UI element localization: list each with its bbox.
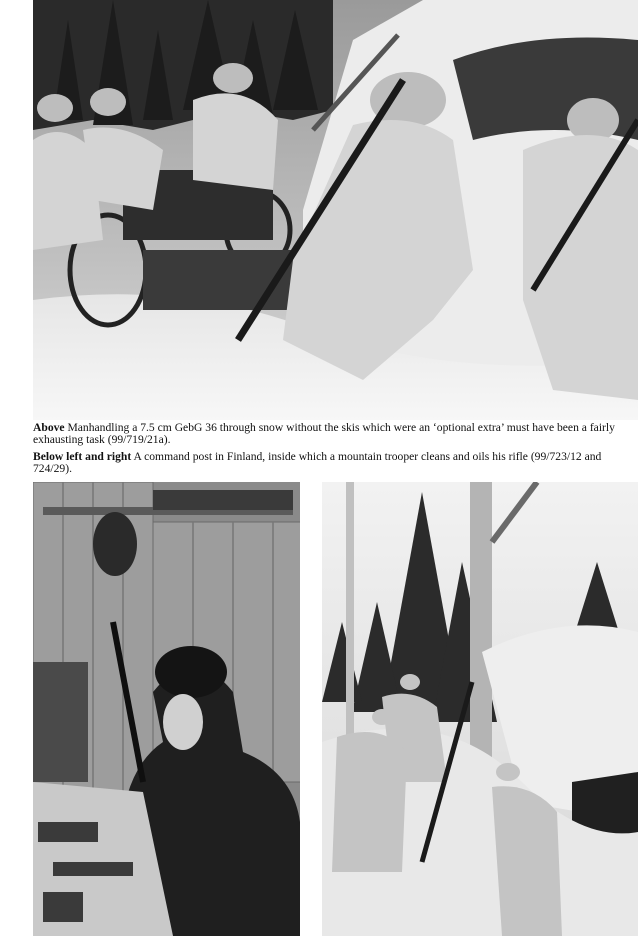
caption-below-text: A command post in Finland, inside which a mountain trooper cleans and oils his rifle (99/723/12 and 724/29). [33,450,602,476]
caption-below-label: Below left and right [33,450,132,463]
caption-above-text: Manhandling a 7.5 cm GebG 36 through snow without the skis which were an ‘optional extra’ must have been a fairly exhausting task (99/719/21a). [33,421,615,447]
photo-gun-crew-in-snow [33,0,638,420]
caption-above [33,422,633,447]
caption-below [33,451,633,476]
photo-command-post-exterior [322,482,638,936]
caption-above-label: Above [33,421,65,434]
photo-command-post-interior [33,482,300,936]
